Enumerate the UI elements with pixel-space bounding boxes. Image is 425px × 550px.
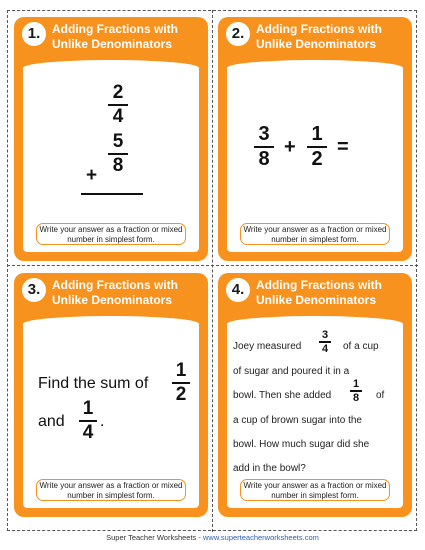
fraction-bottom <box>108 131 128 177</box>
card-number: 3. <box>22 278 46 302</box>
numerator: 1 <box>82 398 94 419</box>
answer-instructions: Write your answer as a fraction or mixed number in simplest form. <box>240 479 390 501</box>
story-line-1: Joey measured <box>233 341 302 352</box>
fraction-a <box>254 123 274 171</box>
fraction-a <box>172 360 190 406</box>
numerator: 2 <box>112 82 124 103</box>
fraction-top <box>108 82 128 128</box>
plus-sign: + <box>86 165 98 186</box>
numerator: 3 <box>321 329 329 341</box>
numerator: 1 <box>175 360 187 381</box>
fraction-b <box>307 123 327 171</box>
answer-instructions: Write your answer as a fraction or mixed number in simplest form. <box>36 479 186 501</box>
denominator: 4 <box>112 106 124 127</box>
denominator: 8 <box>258 148 270 170</box>
card-title: Adding Fractions with Unlike Denominators <box>52 278 178 307</box>
denominator: 8 <box>352 391 360 404</box>
numerator: 1 <box>311 123 323 145</box>
denominator: 4 <box>82 422 94 443</box>
story-line-6: add in the bowl? <box>233 463 306 474</box>
task-card-3 <box>14 273 208 517</box>
period: . <box>100 413 105 430</box>
task-card-4 <box>218 273 412 517</box>
fraction-b <box>350 378 362 404</box>
problem-text-2: and <box>38 413 65 430</box>
numerator: 5 <box>112 131 124 152</box>
card-title: Adding Fractions with Unlike Denominators <box>256 278 382 307</box>
task-card-1 <box>14 17 208 261</box>
denominator: 8 <box>112 155 124 176</box>
story-line-5: bowl. How much sugar did she <box>233 439 370 450</box>
card-number: 2. <box>226 22 250 46</box>
denominator: 4 <box>321 342 329 355</box>
denominator: 2 <box>311 148 323 170</box>
card-number: 1. <box>22 22 46 46</box>
numerator: 1 <box>352 378 360 390</box>
story-line-2: of sugar and poured it in a <box>233 366 350 377</box>
numerator: 3 <box>258 123 270 145</box>
equals-sign: = <box>337 136 349 158</box>
answer-instructions: Write your answer as a fraction or mixed number in simplest form. <box>240 223 390 245</box>
story-line-1b: of a cup <box>343 341 379 352</box>
denominator: 2 <box>175 384 187 405</box>
page-footer <box>0 533 425 542</box>
fraction-b <box>79 398 97 444</box>
story-line-3: bowl. Then she added <box>233 390 332 401</box>
story-line-3b: of <box>376 390 385 401</box>
fraction-a <box>319 329 331 355</box>
story-line-4: a cup of brown sugar into the <box>233 415 362 426</box>
sum-line <box>81 193 143 195</box>
card-title: Adding Fractions with Unlike Denominators <box>256 22 382 51</box>
answer-instructions: Write your answer as a fraction or mixed number in simplest form. <box>36 223 186 245</box>
task-card-2 <box>218 17 412 261</box>
card-title: Adding Fractions with Unlike Denominators <box>52 22 178 51</box>
footer-separator: - <box>196 533 203 542</box>
problem-text: Find the sum of <box>38 375 149 392</box>
footer-brand: Super Teacher Worksheets <box>106 533 197 542</box>
plus-sign: + <box>284 136 296 158</box>
card-number: 4. <box>226 278 250 302</box>
footer-link[interactable]: www.superteacherworksheets.com <box>202 533 319 542</box>
cut-line-vertical <box>212 10 213 532</box>
